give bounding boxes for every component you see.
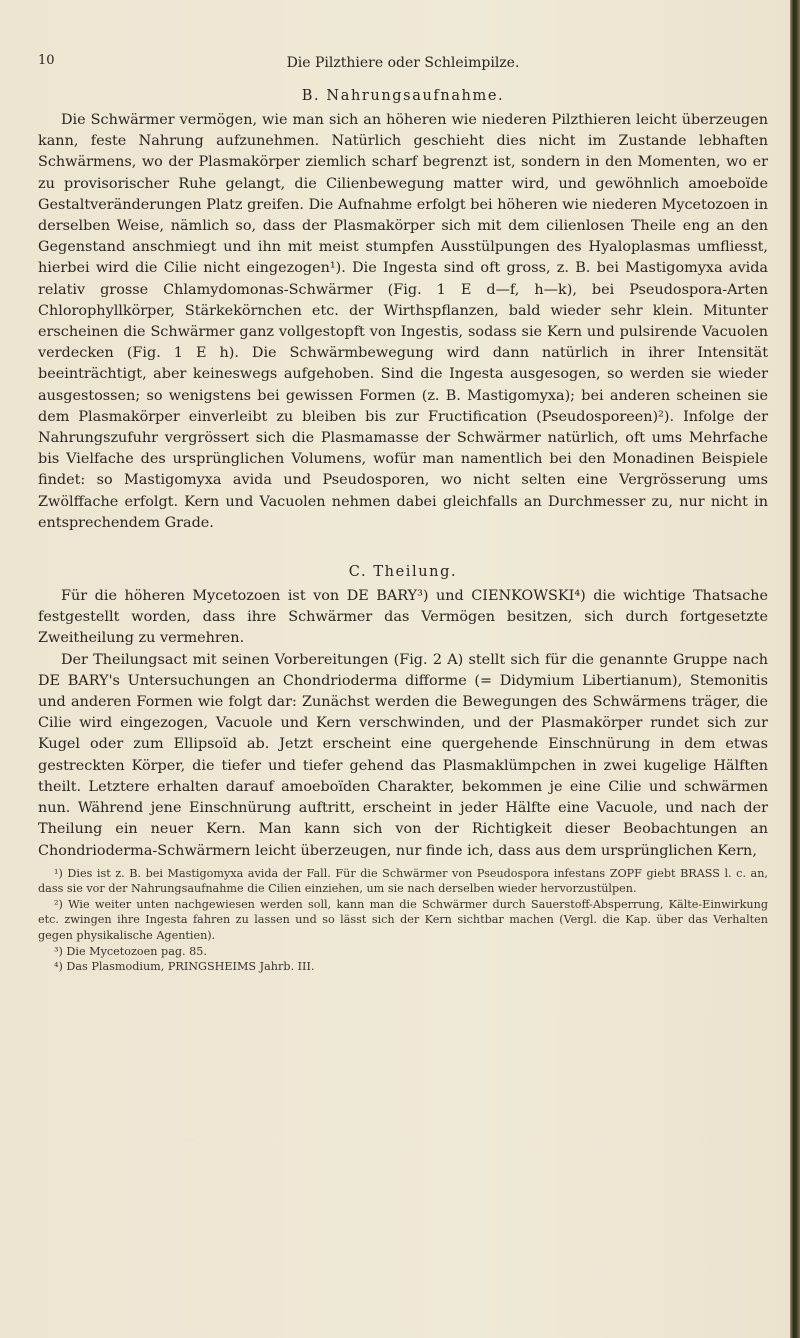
section-heading-nahrungsaufnahme: B. Nahrungsaufnahme. (301, 88, 505, 104)
footnote-1: ¹) Dies ist z. B. bei Mastigomyxa avida der Fall. Für die Schwärmer von Pseudospora infestans ZOPF giebt BRASS l. c. an, dass sie vor der Nahrungsaufnahme die Cilien einziehen, um sie nach derselben wieder hervorzustülpen. (38, 866, 768, 896)
page-header (38, 53, 768, 75)
running-title: Die Pilzthiere oder Schleimpilze. (286, 55, 520, 71)
page-number: 10 (38, 53, 55, 68)
paragraph-theilungsact: Der Theilungsact mit seinen Vorbereitungen (Fig. 2 A) stellt sich für die genannte Gruppe nach DE BARY's Untersuchungen an Chondrioderma difforme (= Didymium Libertianum), Stemonitis und anderen Formen wie folgt dar: Zunächst werden die Bewegungen des Schwärmens träger, die Cilie wird eingezogen, Vacuole und Kern verschwinden, und der Plasmakörper rundet sich zur Kugel oder zum Ellipsoïd ab. Jetzt erscheint eine quergehende Einschnürung in dem etwas gestreckten Körper, die tiefer und tiefer gehend das Plasmaklümpchen in zwei kugelige Hälften theilt. Letztere erhalten darauf amoeboïden Charakter, bekommen je eine Cilie und schwärmen nun. Während jene Einschnürung auftritt, erscheint in jeder Hälfte eine Vacuole, und nach der Theilung ein neuer Kern. Man kann sich von der Richtigkeit dieser Beobachtungen an Chondrioderma-Schwärmern leicht überzeugen, nur finde ich, dass aus dem ursprünglichen Kern, (38, 651, 768, 859)
paragraph-nahrungsaufnahme: Die Schwärmer vermögen, wie man sich an höheren wie niederen Pilzthieren leicht überzeugen kann, feste Nahrung aufzunehmen. Natürlich geschieht dies nicht im Zustande lebhaften Schwärmens, wo der Plasmakörper ziemlich scharf begrenzt ist, sondern in den Momenten, wo er zu provisorischer Ruhe gelangt, die Cilienbewegung matter wird, und gewöhnlich amoeboïde Gestaltveränderungen Platz greifen. Die Aufnahme erfolgt bei höheren wie niederen Mycetozoen in derselben Weise, nämlich so, dass der Plasmakörper sich mit dem cilienlosen Theile eng an den Gegenstand anschmiegt und ihn mit meist stumpfen Ausstülpungen des Hyaloplasmas umfliesst, hierbei wird die Cilie nicht eingezogen¹). Die Ingesta sind oft gross, z. B. bei Mastigomyxa avida relativ grosse Chlamydomonas-Schwärmer (Fig. 1 E d—f, h—k), bei Pseudospora-Arten Chlorophyllkörper, Stärkekörnchen etc. der Wirthspflanzen, bald wieder sehr klein. Mitunter erscheinen die Schwärmer ganz vollgestopft von Ingestis, sodass sie Kern und pulsirende Vacuolen verdecken (Fig. 1 E h). Die Schwärmbewegung wird dann natürlich in ihrer Intensität beeinträchtigt, aber keineswegs aufgehoben. Sind die Ingesta ausgesogen, so werden sie wieder ausgestossen; so wenigstens bei gewissen Formen (z. B. Mastigomyxa); bei anderen scheinen sie dem Plasmakörper einverleibt zu bleiben bis zur Fructification (Pseudosporeen)²). Infolge der Nahrungszufuhr vergrössert sich die Plasmamasse der Schwärmer natürlich, oft ums Mehrfache bis Vielfache des ursprünglichen Volumens, wofür man namentlich bei den Monadinen Beispiele findet: so Mastigomyxa avida und Pseudosporen, wo nicht selten eine Vergrösserung ums Zwölffache erfolgt. Kern und Vacuolen nehmen dabei gleichfalls an Durchmesser zu, nur nicht in entsprechendem Grade. (38, 112, 768, 531)
footnote-3: ³) Die Mycetozoen pag. 85. (54, 944, 207, 958)
footnote-2: ²) Wie weiter unten nachgewiesen werden soll, kann man die Schwärmer durch Sauerstoff-Absperrung, Kälte-Einwirkung etc. zwingen ihre Ingesta fahren zu lassen und so lässt sich der Kern sichtbar machen (Vergl. die Kap. über das Verhalten gegen physikalische Agentien). (38, 897, 768, 943)
section-heading-theilung: C. Theilung. (348, 564, 458, 581)
page-body (38, 88, 768, 975)
section-spacer (38, 534, 768, 564)
footnotes (38, 866, 768, 975)
footnote-4: ⁴) Das Plasmodium, PRINGSHEIMS Jahrb. III. (54, 960, 315, 974)
book-edge (790, 0, 800, 1338)
paragraph-theilung-intro: Für die höheren Mycetozoen ist von DE BARY³) und CIENKOWSKI⁴) die wichtige Thatsache festgestellt worden, dass ihre Schwärmer das Vermögen besitzen, sich durch fortgesetzte Zweitheilung zu vermehren. (38, 588, 768, 647)
